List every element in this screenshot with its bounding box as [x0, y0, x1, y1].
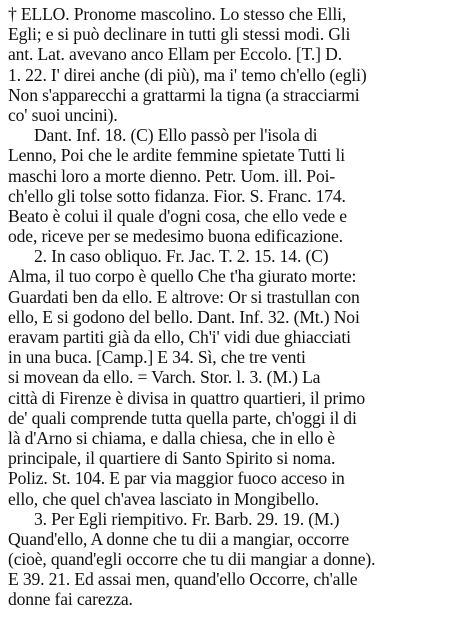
- entry-line-18: in una buca. [Camp.] E 34. Sì, che tre venti: [8, 347, 306, 368]
- entry-line-19: si movean da ello. = Varch. Stor. l. 3. (M.) La: [8, 367, 321, 388]
- entry-line-8: Lenno, Poi che le ardite femmine spietate Tutti li: [8, 145, 345, 166]
- entry-line-10: ch'ello gli tolse sotto fidanza. Fior. S. Franc. 174.: [8, 185, 346, 206]
- entry-line-11: Beato è colui il quale d'ogni cosa, che ello vede e: [8, 205, 347, 226]
- entry-line-21: de' quali comprende tutta quella parte, ch'oggi il di: [8, 407, 357, 428]
- entry-line-28: (cioè, quand'egli occorre che tu dii mangiar a donne).: [8, 549, 376, 570]
- entry-line-12: ode, riceve per se medesimo buona edificazione.: [8, 226, 343, 247]
- entry-line-14: Alma, il tuo corpo è quello Che t'ha giurato morte:: [8, 266, 357, 287]
- entry-line-26: 3. Per Egli riempitivo. Fr. Barb. 29. 19. (M.): [34, 508, 340, 529]
- entry-line-4: 1. 22. I' direi anche (di più), ma i' temo ch'ello (egli): [8, 64, 367, 85]
- entry-line-16: ello, E si godono del bello. Dant. Inf. 32. (Mt.) Noi: [8, 306, 360, 327]
- entry-line-20: città di Firenze è divisa in quattro quartieri, il primo: [8, 387, 366, 408]
- entry-line-7: Dant. Inf. 18. (C) Ello passò per l'isola di: [34, 125, 318, 146]
- entry-line-13: 2. In caso obliquo. Fr. Jac. T. 2. 15. 14. (C): [34, 246, 329, 267]
- entry-line-5: Non s'apparecchi a grattarmi la tigna (a stracciarmi: [8, 84, 360, 105]
- entry-line-24: Poliz. St. 104. E par via maggior fuoco acceso in: [8, 468, 345, 489]
- entry-line-25: ello, che quel ch'avea lasciato in Mongibello.: [8, 488, 319, 509]
- entry-line-1: † ELLO. Pronome mascolino. Lo stesso che Elli,: [8, 4, 347, 24]
- entry-line-15: Guardati ben da ello. E altrove: Or si trastullan con: [8, 286, 360, 307]
- entry-line-17: eravam partiti già da ello, Ch'i' vidi due ghiacciati: [8, 327, 351, 347]
- entry-line-30: donne fai carezza.: [8, 589, 133, 610]
- entry-line-23: principale, il quartiere di Santo Spirito si noma.: [8, 448, 336, 469]
- entry-line-6: co' suoi uncini).: [8, 104, 118, 125]
- entry-line-3: ant. Lat. avevano anco Ellam per Eccolo. [T.] D.: [8, 44, 342, 65]
- entry-line-2: Egli; e si può declinare in tutti gli stessi modi. Gli: [8, 24, 351, 45]
- entry-line-9: maschi loro a morte dienno. Petr. Uom. ill. Poi-: [8, 165, 336, 186]
- entry-line-22: là d'Arno si chiama, e dalla chiesa, che in ello è: [8, 427, 335, 448]
- entry-line-27: Quand'ello, A donne che tu dii a mangiar, occorre: [8, 528, 350, 549]
- entry-line-29: E 39. 21. Ed assai men, quand'ello Occorre, ch'alle: [8, 569, 358, 590]
